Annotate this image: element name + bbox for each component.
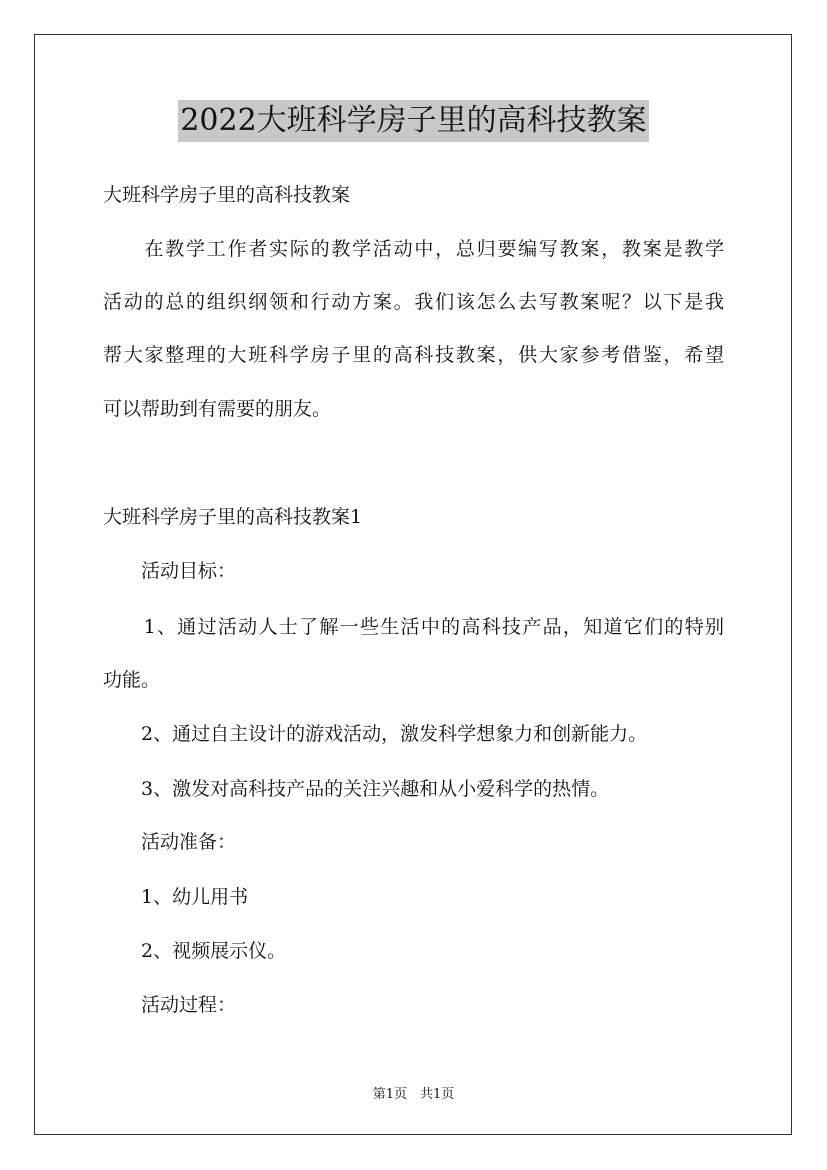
goal-3: 3、激发对高科技产品的关注兴趣和从小爱科学的热情。: [103, 778, 610, 800]
intro-line-4: 可以帮助到有需要的朋友。: [103, 398, 332, 420]
section-heading: 大班科学房子里的高科技教案1: [103, 506, 363, 528]
intro-line-3: 帮大家整理的大班科学房子里的高科技教案，供大家参考借鉴，希望: [103, 344, 724, 366]
process-heading: 活动过程：: [103, 994, 237, 1016]
prep-item-1: 1、幼儿用书: [103, 886, 249, 908]
document-title: 2022大班科学房子里的高科技教案: [178, 100, 648, 142]
intro-line-2: 活动的总的组织纲领和行动方案。我们该怎么去写教案呢？以下是我: [103, 291, 724, 313]
goals-heading: 活动目标：: [103, 560, 237, 582]
document-title-wrap: [0, 100, 827, 142]
page-footer: 第1页 共1页: [372, 1087, 455, 1102]
goal-2: 2、通过自主设计的游戏活动，激发科学想象力和创新能力。: [103, 723, 648, 745]
prep-heading: 活动准备：: [103, 831, 237, 853]
intro-line-1: 在教学工作者实际的教学活动中，总归要编写教案，教案是教学: [103, 238, 724, 260]
prep-item-2: 2、视频展示仪。: [103, 940, 287, 962]
document-subtitle: 大班科学房子里的高科技教案: [103, 184, 351, 206]
goal-1-line-1: 1、通过活动人士了解一些生活中的高科技产品，知道它们的特别: [103, 616, 724, 638]
goal-1-line-2: 功能。: [103, 669, 161, 691]
